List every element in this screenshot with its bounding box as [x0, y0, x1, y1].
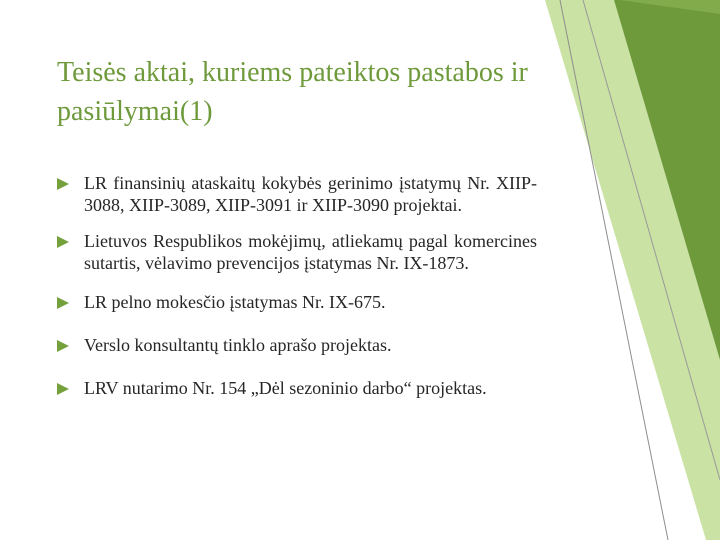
slide-title: Teisės aktai, kuriems pateiktos pastabos ir pasiūlymai(1) — [57, 57, 528, 127]
bullet-list — [57, 172, 537, 399]
bullet-item — [57, 230, 537, 274]
bullet-text: Lietuvos Respublikos mokėjimų, atliekamų pagal komercines sutartis, vėlavimo prevencijos įstatymas Nr. IX-1873. — [84, 231, 537, 273]
bullet-text: LRV nutarimo Nr. 154 „Dėl sezoninio darbo“ projektas. — [84, 378, 487, 398]
triangle-bullet-icon — [57, 178, 69, 190]
bullet-text: Verslo konsultantų tinklo aprašo projektas. — [84, 335, 392, 355]
bullet-text: LR finansinių ataskaitų kokybės gerinimo įstatymų Nr. XIIP-3088, XIIP-3089, XIIP-3091 ir XIIP-3090 projektai. — [84, 173, 537, 215]
bullet-item — [57, 291, 537, 313]
bullet-item — [57, 172, 537, 216]
bullet-item — [57, 334, 537, 356]
bullet-text: LR pelno mokesčio įstatymas Nr. IX-675. — [84, 292, 386, 312]
triangle-bullet-icon — [57, 340, 69, 352]
bullet-item — [57, 377, 537, 399]
triangle-bullet-icon — [57, 236, 69, 248]
triangle-bullet-icon — [57, 383, 69, 395]
triangle-bullet-icon — [57, 297, 69, 309]
